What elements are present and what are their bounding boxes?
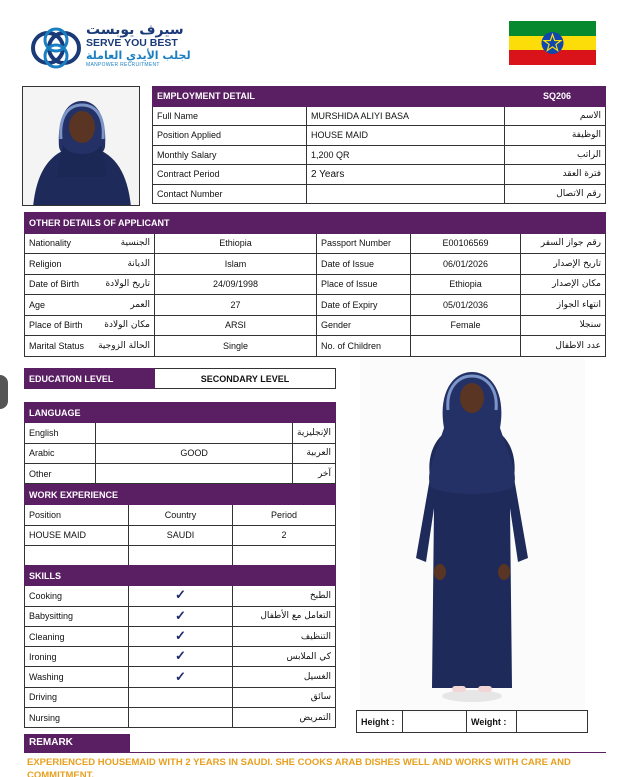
table-row [25, 647, 336, 667]
logo-arabic-tagline: لجلب الأيدي العاملة [86, 49, 191, 62]
applicant-portrait-photo [22, 86, 140, 206]
date-of-birth-label-ar: تاريخ الولادة [93, 274, 155, 295]
skill-babysitting-check-icon: ✓ [175, 607, 186, 623]
table-row [25, 295, 606, 316]
marital-status-label-ar: الحالة الزوجية [93, 336, 155, 357]
skill-ironing-label: Ironing [25, 647, 129, 667]
skill-cooking-label-ar: الطبخ [233, 586, 336, 606]
logo-subtitle: MANPOWER RECRUITMENT [86, 62, 160, 68]
skills-header: SKILLS [25, 566, 336, 586]
full-name-label: Full Name [153, 106, 307, 126]
nationality-value: Ethiopia [155, 233, 317, 254]
other-details-table [24, 212, 606, 357]
remark-text: EXPERIENCED HOUSEMAID WITH 2 YEARS IN SAUDI. SHE COOKS ARAB DISHES WELL AND WORKS WITH CARE AND COMMITMENT. [27, 757, 571, 777]
applicant-code: SQ206 [505, 87, 606, 107]
skill-driving-label: Driving [25, 687, 129, 707]
date-of-expiry-label-ar: انتهاء الجواز [521, 295, 606, 316]
skill-washing-label-ar: الغسيل [233, 667, 336, 687]
place-of-birth-value: ARSI [155, 315, 317, 336]
table-row [25, 274, 606, 295]
date-of-birth-label: Date of Birth [25, 274, 93, 295]
skill-nursing-label-ar: التمريض [233, 708, 336, 728]
place-of-issue-value: Ethiopia [411, 274, 521, 295]
religion-value: Islam [155, 254, 317, 275]
skill-driving-check-cell [129, 687, 233, 707]
language-english-label: English [25, 423, 96, 443]
skill-washing-check-icon: ✓ [175, 668, 186, 684]
side-handle[interactable] [0, 375, 8, 409]
language-other-value [96, 463, 293, 483]
table-row [153, 184, 606, 204]
skill-babysitting-label-ar: التعامل مع الأطفال [233, 606, 336, 626]
table-row [25, 667, 336, 687]
employment-detail-header: EMPLOYMENT DETAIL [153, 87, 505, 107]
table-row [25, 443, 336, 463]
date-of-issue-label: Date of Issue [317, 254, 411, 275]
table-row [153, 106, 606, 126]
place-of-issue-label-ar: مكان الإصدار [521, 274, 606, 295]
contract-period-value: 2 Years [307, 165, 505, 185]
language-header: LANGUAGE [25, 403, 336, 423]
language-arabic-value: GOOD [96, 443, 293, 463]
employment-detail-table [152, 86, 606, 204]
full-name-label-ar: الاسم [505, 106, 606, 126]
work-position-value [25, 545, 129, 565]
language-other-label: Other [25, 463, 96, 483]
work-period-value [233, 545, 336, 565]
contact-number-label: Contact Number [153, 184, 307, 204]
work-country-value [129, 545, 233, 565]
full-name-value: MURSHIDA ALIYI BASA [307, 106, 505, 126]
weight-value [517, 711, 588, 733]
passport-number-label: Passport Number [317, 233, 411, 254]
skill-cooking-label: Cooking [25, 586, 129, 606]
skill-cleaning-label-ar: التنظيف [233, 626, 336, 646]
work-col-position: Position [25, 505, 129, 525]
position-applied-label-ar: الوظيفة [505, 126, 606, 146]
table-row [153, 165, 606, 185]
skill-babysitting-label: Babysitting [25, 606, 129, 626]
ethiopia-flag [509, 21, 596, 65]
other-details-header: OTHER DETAILS OF APPLICANT [25, 213, 606, 234]
education-level-table [24, 368, 336, 389]
monthly-salary-label: Monthly Salary [153, 145, 307, 165]
table-row [25, 254, 606, 275]
contract-period-label-ar: فترة العقد [505, 165, 606, 185]
work-experience-table [24, 484, 336, 566]
skill-driving-label-ar: سائق [233, 687, 336, 707]
date-of-birth-value: 24/09/1998 [155, 274, 317, 295]
language-english-label-ar: الإنجليزية [293, 423, 336, 443]
weight-label: Weight : [467, 711, 517, 733]
table-row [25, 545, 336, 565]
remark-divider [24, 752, 606, 753]
contract-period-label: Contract Period [153, 165, 307, 185]
applicant-full-length-photo [360, 358, 585, 713]
skill-ironing-check-icon: ✓ [175, 648, 186, 664]
skill-cooking-check-icon: ✓ [175, 587, 186, 603]
logo-arabic-name: سيرف يوبست [86, 22, 184, 38]
skill-nursing-label: Nursing [25, 708, 129, 728]
position-applied-value: HOUSE MAID [307, 126, 505, 146]
skills-table [24, 565, 336, 728]
agency-logo-text [86, 22, 216, 68]
gender-label: Gender [317, 315, 411, 336]
work-country-value: SAUDI [129, 525, 233, 545]
language-arabic-label-ar: العربية [293, 443, 336, 463]
height-value [403, 711, 467, 733]
age-value: 27 [155, 295, 317, 316]
date-of-expiry-label: Date of Expiry [317, 295, 411, 316]
nationality-label-ar: الجنسية [93, 233, 155, 254]
table-row [153, 145, 606, 165]
children-label: No. of Children [317, 336, 411, 357]
table-row [25, 687, 336, 707]
logo-english-name: SERVE YOU BEST [86, 37, 178, 49]
table-row [153, 126, 606, 146]
place-of-birth-label: Place of Birth [25, 315, 93, 336]
language-table [24, 402, 336, 484]
age-label: Age [25, 295, 93, 316]
skill-ironing-label-ar: كي الملابس [233, 647, 336, 667]
date-of-issue-value: 06/01/2026 [411, 254, 521, 275]
nationality-label: Nationality [25, 233, 93, 254]
work-col-period: Period [233, 505, 336, 525]
height-label: Height : [357, 711, 403, 733]
skill-nursing-check-cell [129, 708, 233, 728]
table-row [25, 233, 606, 254]
table-row [25, 336, 606, 357]
language-arabic-label: Arabic [25, 443, 96, 463]
agency-logo-mark [28, 24, 84, 72]
table-row [25, 463, 336, 483]
language-other-label-ar: آخر [293, 463, 336, 483]
passport-number-value: E00106569 [411, 233, 521, 254]
table-row [25, 525, 336, 545]
gender-label-ar: سنجلا [521, 315, 606, 336]
skill-cleaning-check-icon: ✓ [175, 628, 186, 644]
children-label-ar: عدد الاطفال [521, 336, 606, 357]
table-row [25, 423, 336, 443]
contact-number-value [307, 184, 505, 204]
children-value [411, 336, 521, 357]
marital-status-value: Single [155, 336, 317, 357]
religion-label-ar: الديانة [93, 254, 155, 275]
work-position-value: HOUSE MAID [25, 525, 129, 545]
table-row [25, 626, 336, 646]
height-weight-table [356, 710, 588, 733]
date-of-issue-label-ar: تاريخ الإصدار [521, 254, 606, 275]
work-col-country: Country [129, 505, 233, 525]
place-of-birth-label-ar: مكان الولادة [93, 315, 155, 336]
work-period-value: 2 [233, 525, 336, 545]
table-row [25, 315, 606, 336]
age-label-ar: العمر [93, 295, 155, 316]
education-level-value: SECONDARY LEVEL [155, 369, 336, 389]
work-experience-header: WORK EXPERIENCE [25, 485, 336, 505]
date-of-expiry-value: 05/01/2036 [411, 295, 521, 316]
education-level-label: EDUCATION LEVEL [25, 369, 155, 389]
position-applied-label: Position Applied [153, 126, 307, 146]
language-english-value [96, 423, 293, 443]
monthly-salary-value: 1,200 QR [307, 145, 505, 165]
skill-cleaning-label: Cleaning [25, 626, 129, 646]
table-row [25, 606, 336, 626]
table-row [25, 505, 336, 525]
remark-header: REMARK [24, 734, 130, 752]
marital-status-label: Marital Status [25, 336, 93, 357]
place-of-issue-label: Place of Issue [317, 274, 411, 295]
table-row [25, 708, 336, 728]
table-row [25, 586, 336, 606]
skill-washing-label: Washing [25, 667, 129, 687]
religion-label: Religion [25, 254, 93, 275]
contact-number-label-ar: رقم الاتصال [505, 184, 606, 204]
monthly-salary-label-ar: الراتب [505, 145, 606, 165]
gender-value: Female [411, 315, 521, 336]
passport-number-label-ar: رقم جواز السفر [521, 233, 606, 254]
